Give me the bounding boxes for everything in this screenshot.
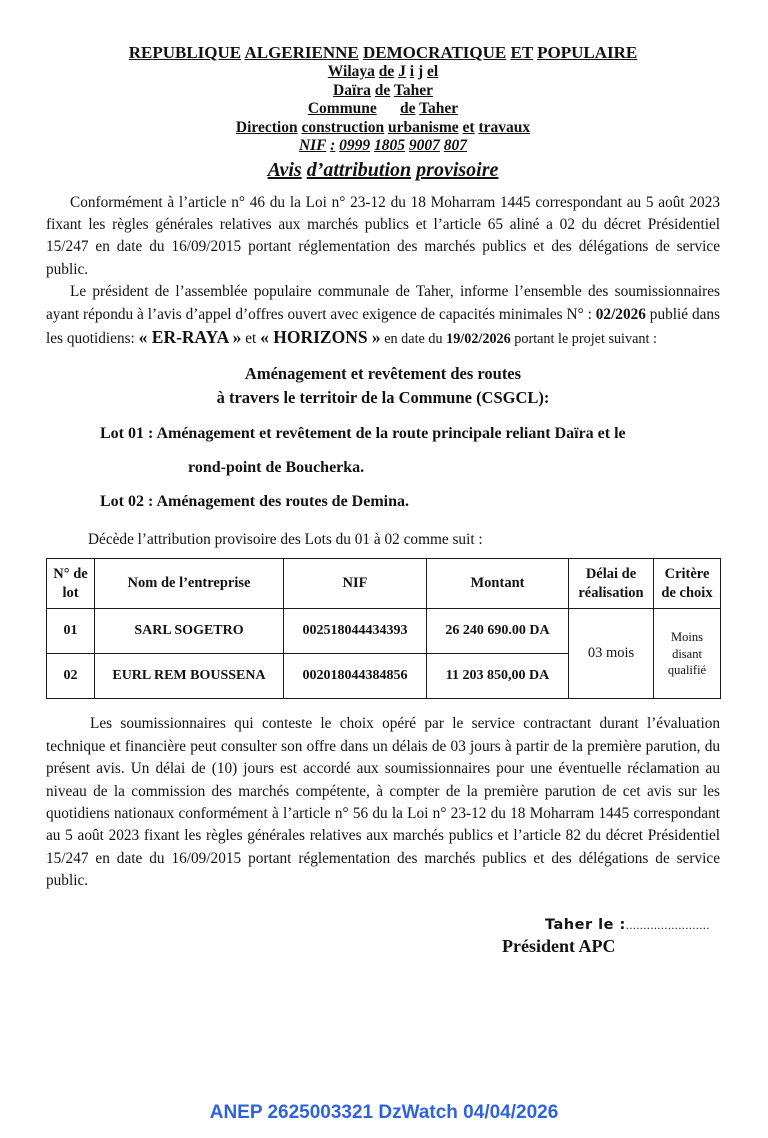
- newspaper-1: « ER-RAYA »: [138, 326, 242, 347]
- lot-number-cell: 02: [47, 654, 95, 699]
- table-header-row: [47, 559, 721, 609]
- nif-cell: 002518044434393: [284, 609, 427, 654]
- table-row: [47, 609, 721, 654]
- project-title-line-2: à travers le territoir de la Commune (CSGCL):: [216, 387, 550, 407]
- col-header-critere: Critère de choix: [654, 559, 721, 609]
- col-header-entreprise: Nom de l’entreprise: [95, 559, 284, 609]
- project-title-line-1: Aménagement et revêtement des routes: [244, 364, 522, 384]
- lots-list: [46, 423, 720, 513]
- daira-line: Daïra de Taher: [333, 81, 433, 99]
- announcement-text-4: en date du: [380, 330, 447, 347]
- tender-number: 02/2026: [595, 305, 646, 323]
- delai-cell: 03 mois: [569, 609, 654, 699]
- lot-number-cell: 01: [47, 609, 95, 654]
- announcement-paragraph: [46, 281, 720, 350]
- entreprise-cell: SARL SOGETRO: [95, 609, 284, 654]
- lot-2: Lot 02 : Aménagement des routes de Demina.: [100, 493, 410, 511]
- col-header-nif: NIF: [284, 559, 427, 609]
- document-header: [46, 42, 720, 183]
- anep-footer: ANEP 2625003321 DzWatch 04/04/2026: [209, 1102, 559, 1123]
- direction-line: Direction construction urbanisme et travaux: [235, 118, 531, 136]
- entreprise-cell: EURL REM BOUSSENA: [95, 654, 284, 699]
- signature-title: Président APC: [502, 935, 616, 956]
- montant-cell: 26 240 690.00 DA: [427, 609, 569, 654]
- lot-1-line-1: Lot 01 : Aménagement et revêtement de la route principale reliant Daïra et le: [100, 425, 626, 443]
- signature-place-date: [545, 917, 720, 933]
- lot-1-line-2: rond-point de Boucherka.: [188, 459, 365, 477]
- announcement-text-1: Le président de l’assemblée populaire communale de Taher, informe l’ensemble des soumissionnaires ayant répondu à l’avis d’appel d’offres ouvert avec exigence de capacités minimales N° :: [46, 283, 720, 323]
- legal-paragraph-1: Conformément à l’article n° 46 du la Loi n° 23-12 du 18 Moharram 1445 correspondant au 5 août 2023 fixant les règles générales relatives aux marchés publics et l’article 65 aliné a 02 du décret Présidentiel 15/247 en date du 16/09/2015 portant réglementation des marchés publics et des délégations de service public.: [46, 193, 720, 278]
- announcement-text-3: et: [241, 329, 261, 347]
- critere-cell: Moins disant qualifié: [654, 609, 721, 699]
- attribution-table: [46, 558, 721, 699]
- republic-title: REPUBLIQUE ALGERIENNE DEMOCRATIQUE ET POPULAIRE: [128, 43, 638, 62]
- project-title: [46, 362, 720, 409]
- publication-date: 19/02/2026: [446, 330, 511, 347]
- signature-dotted-line: ........................: [625, 917, 710, 932]
- nif-line: NIF : 0999 1805 9007 807: [298, 137, 468, 154]
- commune-line: Commune de Taher: [307, 100, 459, 117]
- signature-block: [46, 917, 720, 957]
- wilaya-line: Wilaya de J i j el: [327, 63, 439, 80]
- col-header-delai: Délai de réalisation: [569, 559, 654, 609]
- legal-paragraph-2: Les soumissionnaires qui conteste le choix opéré par le service contractant durant l’évaluation technique et financière peut consulter son offre dans un délais de 03 jours à partir de la première parution, du présent avis. Un délai de (10) jours est accordé aux soumissionnaires pour une éventuelle réclamation au niveau de la commission des marchés compétente, à compter de la première parution de cet avis sur les quotidiens nationaux conformément à l’article n° 56 du la Loi n° 23-12 du 18 Moharram 1445 correspondant au 5 août 2023 fixant les règles générales relatives aux marchés publics et l’article 82 du décret Présidentiel 15/247 en date du 16/09/2015 portant réglementation des marchés publics et des délégations de service public.: [46, 715, 720, 890]
- newspaper-2: « HORIZONS »: [260, 326, 381, 347]
- notice-title: Avis d’attribution provisoire: [267, 158, 499, 181]
- montant-cell: 11 203 850,00 DA: [427, 654, 569, 699]
- nif-cell: 002018044384856: [284, 654, 427, 699]
- signature-place-label: Taher le :: [545, 916, 626, 933]
- col-header-lot: N° de lot: [47, 559, 95, 609]
- col-header-montant: Montant: [427, 559, 569, 609]
- decision-line: Décède l’attribution provisoire des Lots du 01 à 02 comme suit :: [88, 531, 483, 549]
- announcement-text-2: publié dans les quotidiens:: [46, 305, 720, 347]
- announcement-text-5: portant le projet suivant :: [510, 330, 657, 347]
